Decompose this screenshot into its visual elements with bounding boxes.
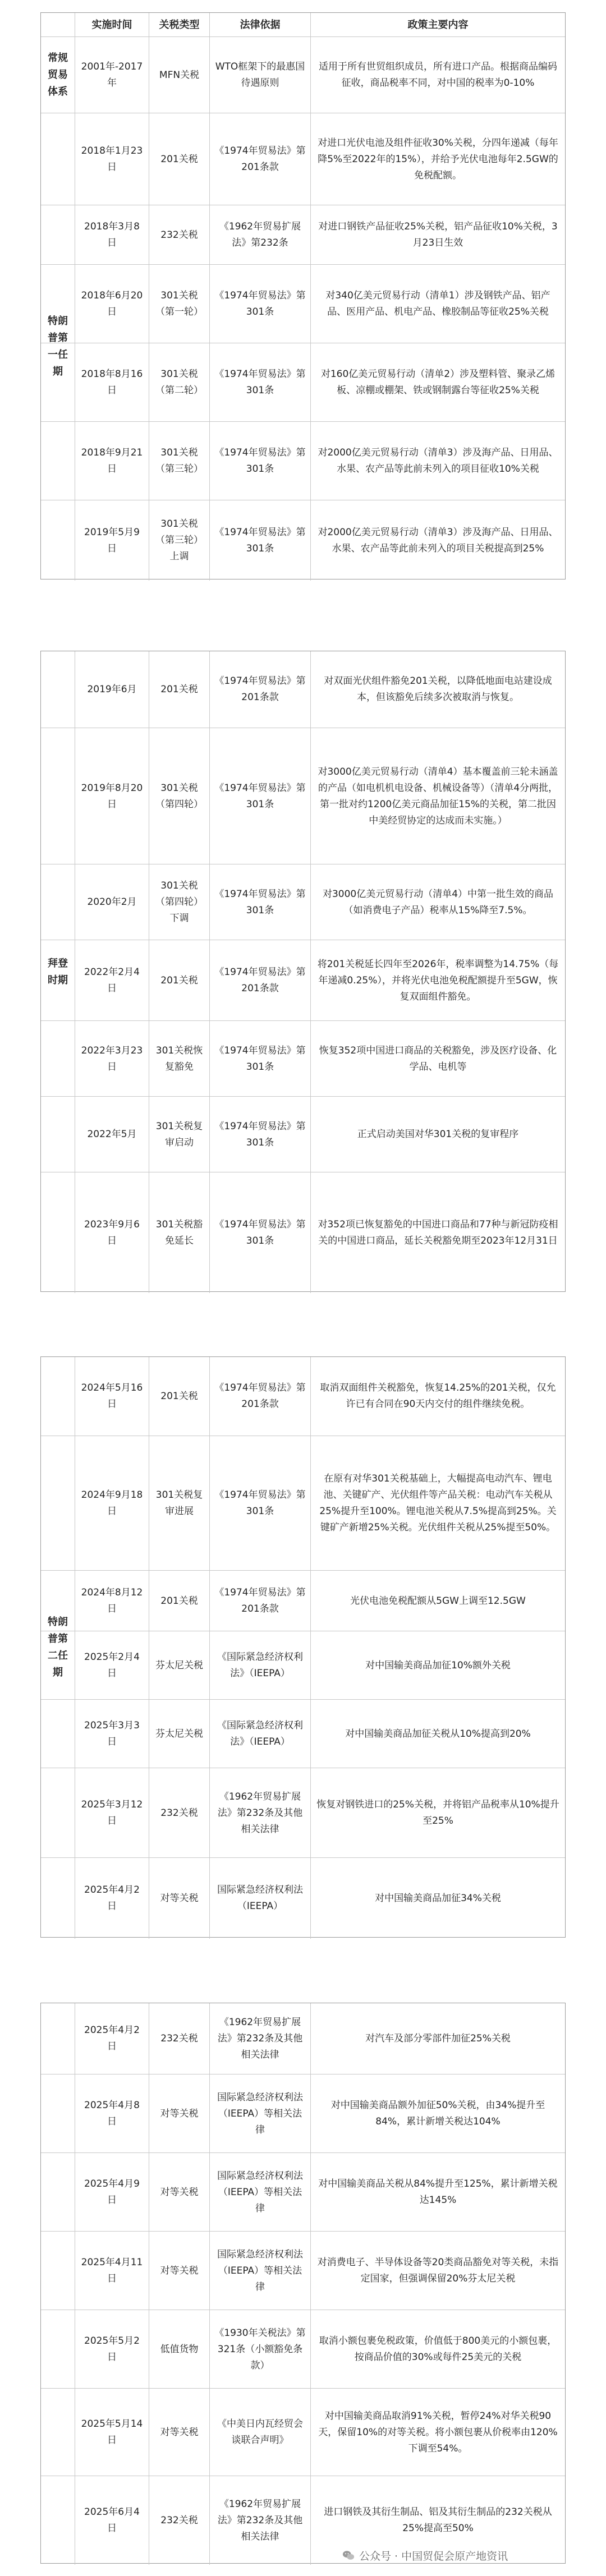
table-row — [41, 2388, 565, 2476]
row-law: 《1974年贸易法》第301条 — [209, 343, 310, 422]
row-time: 2019年8月20日 — [75, 728, 149, 864]
period-label: 特朗普第二任期 — [48, 1616, 68, 1678]
row-type: 低值货物 — [149, 2310, 209, 2389]
tariff-table-block-1 — [40, 12, 566, 579]
row-law: 《1974年贸易法》第301条 — [209, 864, 310, 940]
table-header-row — [41, 13, 565, 36]
row-law: 《1974年贸易法》第301条 — [209, 422, 310, 500]
row-law: 《1974年贸易法》第301条 — [209, 1021, 310, 1097]
row-type: 301关税复审进展 — [149, 1436, 209, 1571]
row-type: 232关税 — [149, 1768, 209, 1858]
row-content: 对3000亿美元贸易行动（清单4）基本覆盖前三轮未涵盖的产品（如电机机电设备、机械设备等）（清单4分两批，第一批对约1200亿美元商品加征15%的关税，第二批因中美经贸协定的达成而未实施。） — [310, 728, 565, 864]
row-content: 恢复352项中国进口商品的关税豁免，涉及医疗设备、化学品、电机等 — [310, 1021, 565, 1097]
row-content: 对2000亿美元贸易行动（清单3）涉及海产品、日用品、水果、农产品等此前未列入的项目征收10%关税 — [310, 422, 565, 500]
row-time: 2024年8月12日 — [75, 1571, 149, 1631]
watermark — [342, 2544, 589, 2566]
row-law: 《中美日内瓦经贸会谈联合声明》 — [209, 2389, 310, 2476]
row-type: 对等关税 — [149, 2153, 209, 2232]
row-time: 2020年2月 — [75, 864, 149, 940]
row-content: 对中国输美商品关税从84%提升至125%，累计新增关税达145% — [310, 2153, 565, 2232]
row-content: 对2000亿美元贸易行动（清单3）涉及海产品、日用品、水果、农产品等此前未列入的项目关税提高到25% — [310, 500, 565, 581]
row-type: 232关税 — [149, 2003, 209, 2074]
row-content: 对160亿美元贸易行动（清单2）涉及塑料管、聚录乙烯板、凉棚或棚架、铁或钢制露台等征收25%关税 — [310, 343, 565, 422]
row-content: 正式启动美国对华301关税的复审程序 — [310, 1097, 565, 1172]
table-row — [41, 1631, 565, 1700]
tariff-table-block-3 — [40, 1356, 566, 1938]
table-row — [41, 421, 565, 500]
row-time: 2025年5月14日 — [75, 2389, 149, 2476]
row-time: 2018年9月21日 — [75, 422, 149, 500]
row-type: 301关税豁免延长 — [149, 1172, 209, 1293]
row-content: 对352项已恢复豁免的中国进口商品和77种与新冠防疫相关的中国进口商品，延长关税豁免期至2023年12月31日 — [310, 1172, 565, 1293]
row-content: 对中国输美商品加征10%额外关税 — [310, 1631, 565, 1700]
table-row — [41, 113, 565, 205]
row-type: MFN关税 — [149, 37, 209, 113]
row-time: 2018年8月16日 — [75, 343, 149, 422]
row-law: 《1974年贸易法》第201条款 — [209, 113, 310, 205]
row-type: 芬太尼关税 — [149, 1700, 209, 1768]
row-content: 光伏电池免税配额从5GW上调至12.5GW — [310, 1571, 565, 1631]
period-label: 拜登时期 — [48, 957, 68, 986]
row-content: 对双面光伏组件豁免201关税，以降低地面电站建设成本，但该豁免后续多次被取消与恢复。 — [310, 651, 565, 728]
table-row — [41, 2310, 565, 2389]
row-time: 2018年1月23日 — [75, 113, 149, 205]
row-time: 2025年3月12日 — [75, 1768, 149, 1858]
row-time: 2025年4月2日 — [75, 1858, 149, 1939]
table-row — [41, 1857, 565, 1939]
row-content: 对进口光伏电池及组件征收30%关税，分四年递减（每年降5%至2022年的15%），并给予光伏电池每年2.5GW的免税配额。 — [310, 113, 565, 205]
row-content: 进口钢铁及其衍生制品、铝及其衍生制品的232关税从25%提高至50% — [310, 2476, 565, 2565]
row-content: 恢复对钢铁进口的25%关税，并将铝产品税率从10%提升至25% — [310, 1768, 565, 1858]
row-type: 201关税 — [149, 940, 209, 1021]
table-row — [41, 2074, 565, 2153]
row-content: 对消费电子、半导体设备等20类商品豁免对等关税，未指定国家，但强调保留20%芬太尼关税 — [310, 2232, 565, 2310]
row-law: 国际紧急经济权利法（IEEPA） — [209, 1858, 310, 1939]
row-law: 《国际紧急经济权利法》（IEEPA） — [209, 1631, 310, 1700]
row-law: 《1974年贸易法》第301条 — [209, 265, 310, 343]
row-time: 2025年4月11日 — [75, 2232, 149, 2310]
row-content: 对中国输美商品额外加征50%关税，由34%提升至84%，累计新增关税达104% — [310, 2074, 565, 2153]
row-law: 国际紧急经济权利法（IEEPA）等相关法律 — [209, 2074, 310, 2153]
row-type: 232关税 — [149, 2476, 209, 2565]
row-content: 适用于所有世贸组织成员，所有进口产品。根据商品编码征收，商品税率不同，对中国的税率为0-10% — [310, 37, 565, 113]
header-time: 实施时间 — [75, 13, 149, 36]
row-time: 2025年2月4日 — [75, 1631, 149, 1700]
row-type: 301关税恢复豁免 — [149, 1021, 209, 1097]
row-content: 在原有对华301关税基础上，大幅提高电动汽车、锂电池、关键矿产、光伏组件等产品关税：电动汽车关税从25%提升至100%。锂电池关税从7.5%提高到25%。关键矿产新增25%关税。光伏组件关税从25%提至50%。 — [310, 1436, 565, 1571]
table-row — [41, 205, 565, 265]
row-law: 《1974年贸易法》第301条 — [209, 500, 310, 581]
table-row — [41, 2231, 565, 2310]
row-law: 国际紧急经济权利法（IEEPA）等相关法律 — [209, 2153, 310, 2232]
row-type: 对等关税 — [149, 2074, 209, 2153]
row-type: 301关税（第二轮） — [149, 343, 209, 422]
row-time: 2024年9月18日 — [75, 1436, 149, 1571]
row-type: 201关税 — [149, 651, 209, 728]
table-row — [41, 1357, 565, 1436]
row-type: 301关税（第四轮） — [149, 728, 209, 864]
row-law: 《1974年贸易法》第201条款 — [209, 940, 310, 1021]
table-row — [41, 2152, 565, 2232]
row-time: 2019年6月 — [75, 651, 149, 728]
table-row — [41, 864, 565, 940]
row-time: 2001年-2017年 — [75, 37, 149, 113]
wechat-icon — [342, 2549, 355, 2561]
row-type: 301关税（第三轮）上调 — [149, 500, 209, 581]
period-label: 特朗普第一任期 — [41, 113, 75, 580]
row-type: 232关税 — [149, 205, 209, 265]
row-time: 2025年6月4日 — [75, 2476, 149, 2565]
row-type: 301关税复审启动 — [149, 1097, 209, 1172]
watermark-text: 公众号 · 中国贸促会原产地资讯 — [359, 2550, 508, 2563]
row-time: 2019年5月9日 — [75, 500, 149, 581]
row-type: 201关税 — [149, 1357, 209, 1436]
row-content: 取消小额包裹免税政策，价值低于800美元的小额包裹，按商品价值的30%或每件25美元的关税 — [310, 2310, 565, 2389]
row-law: 《1974年贸易法》第201条款 — [209, 1357, 310, 1436]
table-row — [41, 1172, 565, 1293]
row-type: 对等关税 — [149, 1858, 209, 1939]
row-content: 对340亿美元贸易行动（清单1）涉及钢铁产品、铝产品、医用产品、机电产品、橡胶制品等征收25%关税 — [310, 265, 565, 343]
header-law: 法律依据 — [209, 13, 310, 36]
row-type: 201关税 — [149, 1571, 209, 1631]
row-time: 2025年4月8日 — [75, 2074, 149, 2153]
row-content: 对中国输美商品加征34%关税 — [310, 1858, 565, 1939]
row-time: 2024年5月16日 — [75, 1357, 149, 1436]
tariff-table-block-4 — [40, 2003, 566, 2564]
table-row — [41, 1436, 565, 1571]
row-content: 将201关税延长四年至2026年，税率调整为14.75%（每年递减0.25%），并将光伏电池免税配额提升至5GW，恢复双面组件豁免。 — [310, 940, 565, 1021]
table-row — [41, 500, 565, 581]
header-content: 政策主要内容 — [310, 13, 565, 36]
row-type: 芬太尼关税 — [149, 1631, 209, 1700]
row-type: 301关税（第四轮）下调 — [149, 864, 209, 940]
table-row — [41, 651, 565, 728]
row-type: 301关税（第一轮） — [149, 265, 209, 343]
table-row — [41, 1768, 565, 1858]
table-row — [41, 1020, 565, 1097]
row-law: 国际紧急经济权利法（IEEPA）等相关法律 — [209, 2232, 310, 2310]
row-content: 对进口钢铁产品征收25%关税，铝产品征收10%关税，3月23日生效 — [310, 205, 565, 265]
row-law: 《1974年贸易法》第301条 — [209, 1436, 310, 1571]
row-law: 《1930年关税法》第321条（小额豁免条款） — [209, 2310, 310, 2389]
row-time: 2022年2月4日 — [75, 940, 149, 1021]
row-type: 对等关税 — [149, 2389, 209, 2476]
row-time: 2022年5月 — [75, 1097, 149, 1172]
row-time: 2025年3月3日 — [75, 1700, 149, 1768]
table-row — [41, 36, 565, 113]
row-law: 《1974年贸易法》第201条款 — [209, 1571, 310, 1631]
row-type: 对等关税 — [149, 2232, 209, 2310]
row-law: 《1974年贸易法》第301条 — [209, 728, 310, 864]
row-time: 2022年3月23日 — [75, 1021, 149, 1097]
table-row — [41, 940, 565, 1021]
table-row — [41, 264, 565, 343]
table-row — [41, 2003, 565, 2074]
row-type: 301关税（第三轮） — [149, 422, 209, 500]
row-law: 《1974年贸易法》第201条款 — [209, 651, 310, 728]
row-time: 2018年3月8日 — [75, 205, 149, 265]
row-law: 《1974年贸易法》第301条 — [209, 1172, 310, 1293]
tariff-table-block-2 — [40, 651, 566, 1292]
period-label: 常规贸易体系 — [41, 36, 75, 113]
table-row — [41, 728, 565, 864]
row-law: 《1962年贸易扩展法》第232条 — [209, 205, 310, 265]
header-type: 关税类型 — [149, 13, 209, 36]
row-time: 2025年5月2日 — [75, 2310, 149, 2389]
row-content: 对汽车及部分零部件加征25%关税 — [310, 2003, 565, 2074]
row-content: 对3000亿美元贸易行动（清单4）中第一批生效的商品（如消费电子产品）税率从15%降至7.5%。 — [310, 864, 565, 940]
row-content: 对中国输美商品取消91%关税，暂停24%对华关税90天，保留10%的对等关税。将小额包裹从价税率由120%下调至54%。 — [310, 2389, 565, 2476]
row-time: 2023年9月6日 — [75, 1172, 149, 1293]
row-time: 2025年4月9日 — [75, 2153, 149, 2232]
row-law: 《1974年贸易法》第301条 — [209, 1097, 310, 1172]
row-law: 《国际紧急经济权利法》（IEEPA） — [209, 1700, 310, 1768]
row-content: 对中国输美商品加征关税从10%提高到20% — [310, 1700, 565, 1768]
table-row — [41, 1570, 565, 1631]
row-law: 《1962年贸易扩展法》第232条及其他相关法律 — [209, 1768, 310, 1858]
row-type: 201关税 — [149, 113, 209, 205]
row-law: 《1962年贸易扩展法》第232条及其他相关法律 — [209, 2003, 310, 2074]
row-content: 取消双面组件关税豁免，恢复14.25%的201关税，仅允许已有合同在90天内交付的组件继续免税。 — [310, 1357, 565, 1436]
row-law: 《1962年贸易扩展法》第232条及其他相关法律 — [209, 2476, 310, 2565]
table-row — [41, 1699, 565, 1768]
table-row — [41, 343, 565, 422]
row-time: 2025年4月2日 — [75, 2003, 149, 2074]
row-time: 2018年6月20日 — [75, 265, 149, 343]
table-row — [41, 1096, 565, 1172]
row-law: WTO框架下的最惠国待遇原则 — [209, 37, 310, 113]
